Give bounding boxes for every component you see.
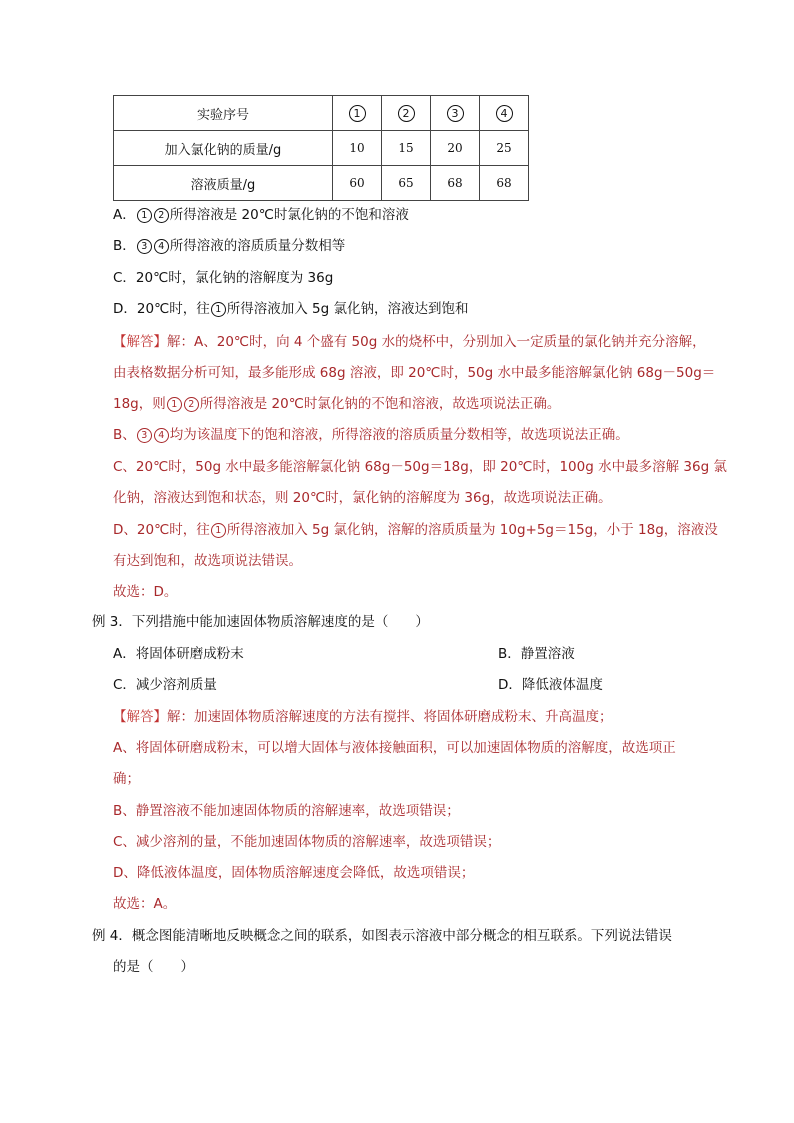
table-cell: 68 xyxy=(480,166,529,201)
circled-4: 4 xyxy=(154,428,169,443)
table-header-label: 实验序号 xyxy=(114,96,333,131)
question-example-4: 例 4．概念图能清晰地反映概念之间的联系，如图表示溶液中部分概念的相互联系。下列说法错误 xyxy=(92,928,672,944)
answer-line: 化钠，溶液达到饱和状态，则 20℃时，氯化钠的溶解度为 36g，故选项说法正确。 xyxy=(113,490,612,506)
answer-line: D、20℃时，往 1 所得溶液加入 5g 氯化钠，溶解的溶质质量为 10g+5g＝15g，小于 18g，溶液没 xyxy=(113,522,718,538)
option-b: B． 3 4 所得溶液的溶质质量分数相等 xyxy=(113,238,346,254)
answer-line: 18g，则 1 2 所得溶液是 20℃时氯化钠的不饱和溶液，故选项说法正确。 xyxy=(113,396,561,412)
options-row xyxy=(113,675,793,695)
answer-line: 由表格数据分析可知，最多能形成 68g 溶液，即 20℃时，50g 水中最多能溶解氯化钠 68g－50g＝ xyxy=(113,365,716,381)
table-cell: 25 xyxy=(480,131,529,166)
circled-4: 4 xyxy=(154,239,169,254)
answer-line: C、减少溶剂的量，不能加速固体物质的溶解速率，故选项错误； xyxy=(113,834,501,850)
table-row xyxy=(114,166,529,201)
table-header-cell: 2 xyxy=(398,105,415,122)
answer-line: 有达到饱和，故选项说法错误。 xyxy=(113,553,302,569)
table-row xyxy=(114,131,529,166)
answer-choice: 故选：A。 xyxy=(113,896,177,912)
option-c: C．20℃时，氯化钠的溶解度为 36g xyxy=(113,270,334,286)
answer-tag: 【解答】 xyxy=(113,334,167,350)
option-c: C．减少溶剂质量 xyxy=(113,677,217,693)
option-d: D．20℃时，往 1 所得溶液加入 5g 氯化钠，溶液达到饱和 xyxy=(113,301,469,317)
table-cell: 68 xyxy=(431,166,480,201)
answer-line: C、20℃时，50g 水中最多能溶解氯化钠 68g－50g＝18g，即 20℃时，100g 水中最多溶解 36g 氯 xyxy=(113,459,727,475)
answer-line: A、将固体研磨成粉末，可以增大固体与液体接触面积，可以加速固体物质的溶解度，故选项正 xyxy=(113,740,676,756)
table-cell: 15 xyxy=(382,131,431,166)
table-cell: 20 xyxy=(431,131,480,166)
question-example-4-cont: 的是（ ） xyxy=(113,959,194,975)
circled-1: 1 xyxy=(211,523,226,538)
answer-tag: 【解答】 xyxy=(113,709,167,725)
table-row-label: 加入氯化钠的质量/g xyxy=(114,131,333,166)
table-header-cell: 3 xyxy=(447,105,464,122)
circled-1: 1 xyxy=(137,208,152,223)
answer-line: B、静置溶液不能加速固体物质的溶解速率，故选项错误； xyxy=(113,803,460,819)
table-cell: 10 xyxy=(333,131,382,166)
table-header-cell: 4 xyxy=(496,105,513,122)
circled-1: 1 xyxy=(211,302,226,317)
table-row xyxy=(114,96,529,131)
table-row-label: 溶液质量/g xyxy=(114,166,333,201)
question-example-3: 例 3．下列措施中能加速固体物质溶解速度的是（ ） xyxy=(92,614,429,630)
option-b: B．静置溶液 xyxy=(498,646,575,662)
option-a: A． 1 2 所得溶液是 20℃时氯化钠的不饱和溶液 xyxy=(113,207,409,223)
answer-line: 【解答】解：A、20℃时，向 4 个盛有 50g 水的烧杯中，分别加入一定质量的氯化钠并充分溶解， xyxy=(113,334,706,350)
option-d: D．降低液体温度 xyxy=(498,677,603,693)
table-header-cell: 1 xyxy=(349,105,366,122)
table-cell: 65 xyxy=(382,166,431,201)
experiment-table xyxy=(113,95,529,201)
answer-choice: 故选：D。 xyxy=(113,584,178,600)
option-a: A．将固体研磨成粉末 xyxy=(113,646,244,662)
circled-3: 3 xyxy=(137,239,152,254)
answer-line: 确； xyxy=(113,771,140,787)
options-row xyxy=(113,644,793,664)
circled-2: 2 xyxy=(184,397,199,412)
circled-2: 2 xyxy=(154,208,169,223)
answer-line: 【解答】解：加速固体物质溶解速度的方法有搅拌、将固体研磨成粉末、升高温度； xyxy=(113,709,613,725)
circled-3: 3 xyxy=(137,428,152,443)
answer-line: B、 3 4 均为该温度下的饱和溶液，所得溶液的溶质质量分数相等，故选项说法正确。 xyxy=(113,427,629,443)
answer-line: D、降低液体温度，固体物质溶解速度会降低，故选项错误； xyxy=(113,865,475,881)
table-cell: 60 xyxy=(333,166,382,201)
circled-1: 1 xyxy=(167,397,182,412)
